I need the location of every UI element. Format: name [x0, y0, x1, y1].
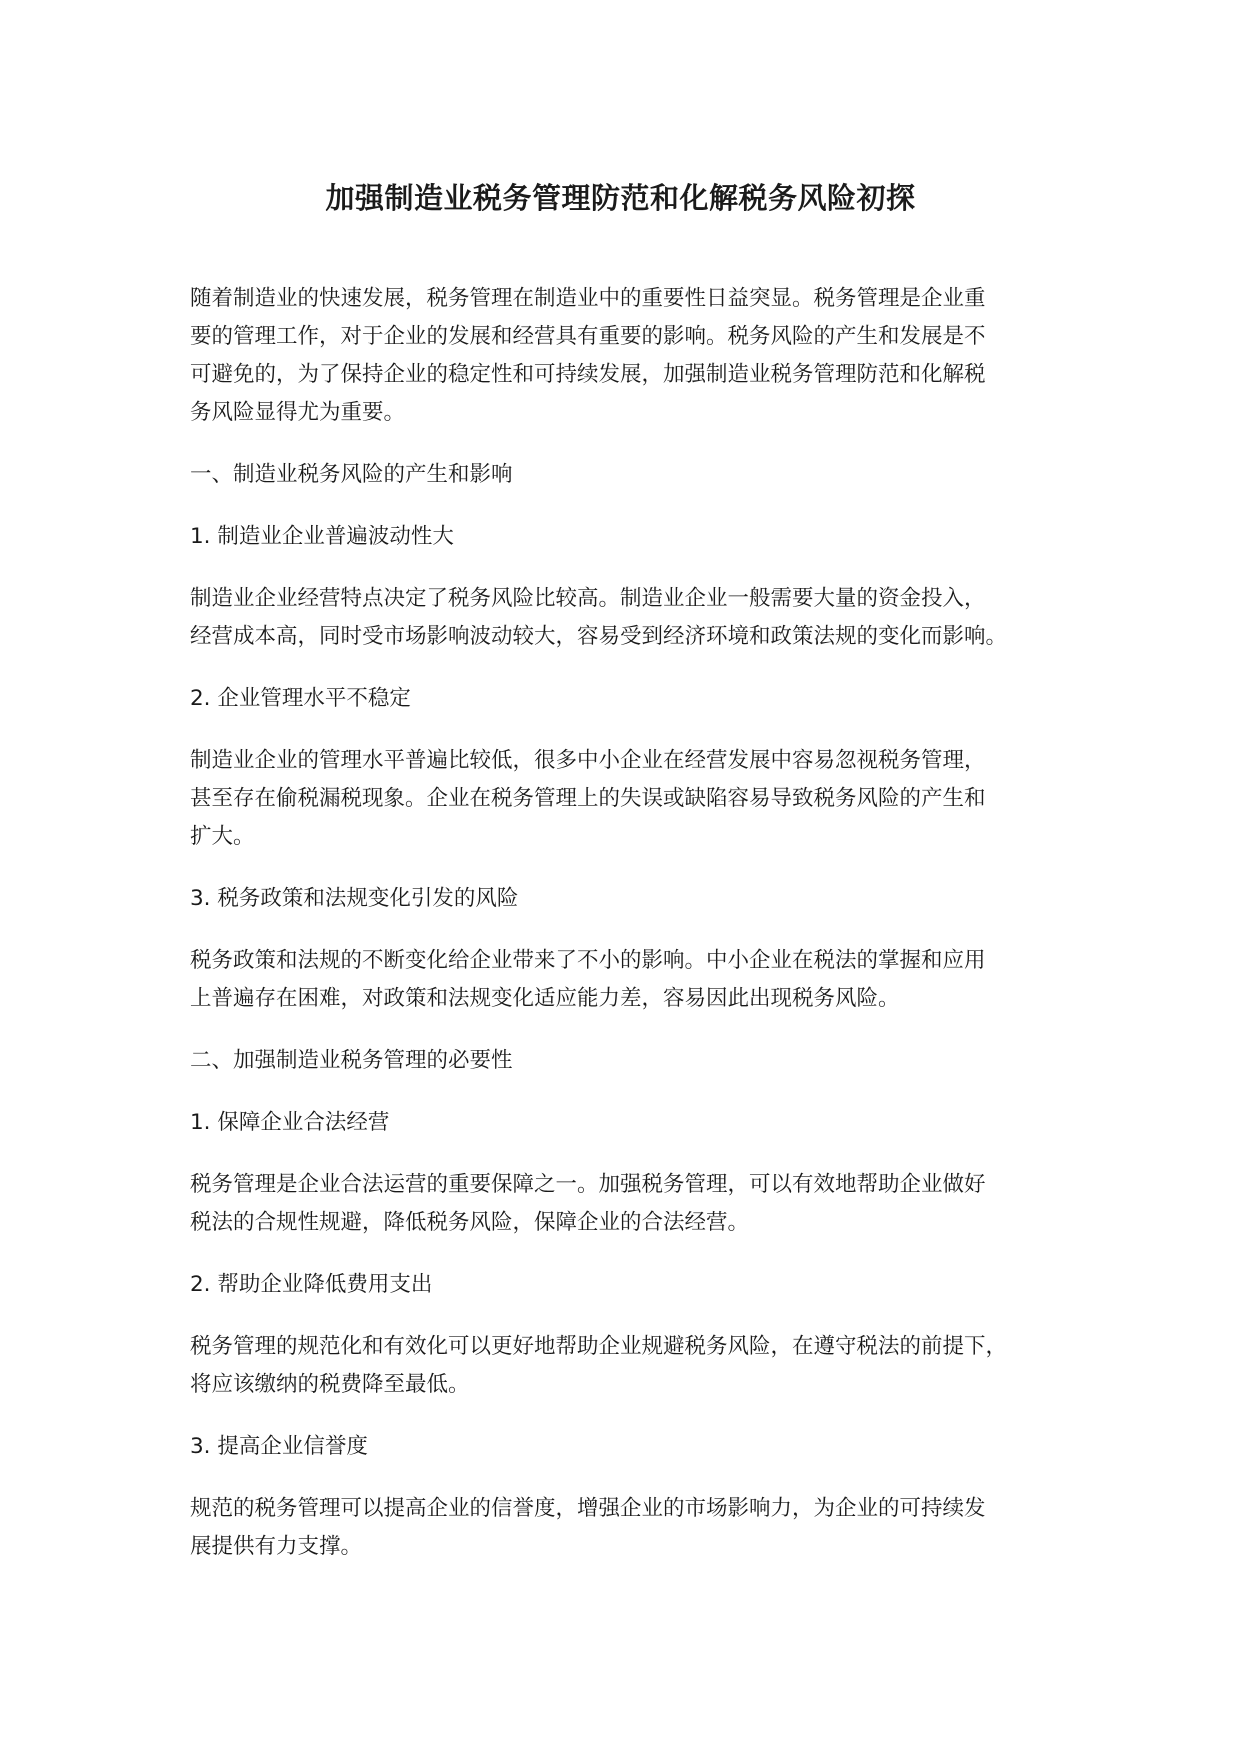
paragraph-line: 将应该缴纳的税费降至最低。: [190, 1372, 470, 1397]
paragraph: [190, 580, 1080, 656]
paragraph-line: 展提供有力支撑。: [190, 1534, 363, 1559]
paragraph-line: 税法的合规性规避，降低税务风险，保障企业的合法经营。: [190, 1210, 750, 1235]
paragraph-line: 务风险显得尤为重要。: [190, 400, 406, 425]
subsection-heading: 2. 企业管理水平不稳定: [190, 686, 411, 711]
subsection-heading: 3. 提高企业信誉度: [190, 1434, 368, 1459]
subsection-heading: 2. 帮助企业降低费用支出: [190, 1272, 433, 1297]
paragraph: [190, 1166, 1080, 1242]
paragraph-line: 经营成本高，同时受市场影响波动较大，容易受到经济环境和政策法规的变化而影响。: [190, 624, 1008, 649]
paragraph-line: 甚至存在偷税漏税现象。企业在税务管理上的失误或缺陷容易导致税务风险的产生和: [190, 786, 986, 811]
paragraph-line: 要的管理工作，对于企业的发展和经营具有重要的影响。税务风险的产生和发展是不: [190, 324, 986, 349]
paragraph-line: 税务政策和法规的不断变化给企业带来了不小的影响。中小企业在税法的掌握和应用: [190, 948, 986, 973]
paragraph-line: 税务管理是企业合法运营的重要保障之一。加强税务管理，可以有效地帮助企业做好: [190, 1172, 986, 1197]
section-heading: 一、制造业税务风险的产生和影响: [190, 462, 513, 487]
subsection-heading: 1. 保障企业合法经营: [190, 1110, 390, 1135]
paragraph-line: 随着制造业的快速发展，税务管理在制造业中的重要性日益突显。税务管理是企业重: [190, 286, 986, 311]
paragraph: [190, 280, 1080, 432]
paragraph-line: 规范的税务管理可以提高企业的信誉度，增强企业的市场影响力，为企业的可持续发: [190, 1496, 986, 1521]
section-heading: 二、加强制造业税务管理的必要性: [190, 1048, 513, 1073]
paragraph-line: 税务管理的规范化和有效化可以更好地帮助企业规避税务风险，在遵守税法的前提下，: [190, 1334, 1008, 1359]
paragraph-line: 制造业企业经营特点决定了税务风险比较高。制造业企业一般需要大量的资金投入，: [190, 586, 986, 611]
paragraph: [190, 1328, 1080, 1404]
paragraph-line: 上普遍存在困难，对政策和法规变化适应能力差，容易因此出现税务风险。: [190, 986, 900, 1011]
subsection-heading: 3. 税务政策和法规变化引发的风险: [190, 886, 519, 911]
subsection-heading: 1. 制造业企业普遍波动性大: [190, 524, 454, 549]
document-title: 加强制造业税务管理防范和化解税务风险初探: [325, 181, 916, 215]
paragraph: [190, 742, 1080, 856]
paragraph: [190, 942, 1080, 1018]
paragraph: [190, 1490, 1080, 1566]
paragraph-line: 可避免的，为了保持企业的稳定性和可持续发展，加强制造业税务管理防范和化解税: [190, 362, 986, 387]
document-body: [190, 280, 1080, 1590]
paragraph-line: 制造业企业的管理水平普遍比较低，很多中小企业在经营发展中容易忽视税务管理，: [190, 748, 986, 773]
paragraph-line: 扩大。: [190, 824, 255, 849]
